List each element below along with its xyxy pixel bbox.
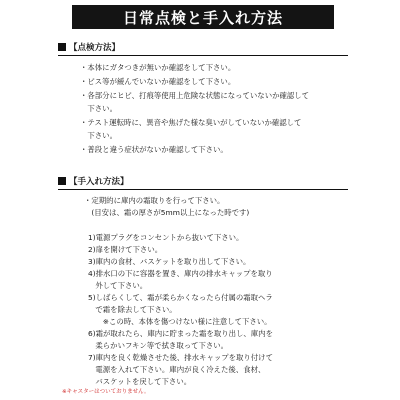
page-title: 日常点検と手入れ方法 [72,5,334,29]
step-line: 電源を入れて下さい。庫内が良く冷えた後、食材、 [88,365,266,374]
list-item: 下さい。 [80,131,117,140]
intro-line: (目安は、霜の厚さが5mm以上になった時です) [84,208,250,217]
list-item: ・本体にガタつきが無いか確認をして下さい。 [80,63,236,72]
step-line: バスケットを戻して下さい。 [88,377,192,386]
list-item: 下さい。 [80,104,117,113]
list-item: ・テスト運転時に、異音や焦げた様な臭いがしていないか確認して [80,118,302,127]
care-header-label: 【手入れ方法】 [69,176,129,187]
care-section-header [58,172,348,190]
square-bullet-icon [58,177,66,185]
list-item: ・各部分にヒビ、打痕等使用上危険な状態になっていないか確認して [80,91,310,100]
inspection-header-label: 【点検方法】 [69,42,121,53]
footnote: ※キャスターはついておりません。 [62,389,150,395]
step-line: 6)霜が取れたら、庫内に貯まった霜を取り出し、庫内を [88,329,273,338]
step-line: ※この時、本体を傷つけない様に注意して下さい。 [88,317,272,326]
inspection-section-header [58,38,348,56]
step-line: 2)扉を開けて下さい。 [88,245,163,254]
square-bullet-icon [58,43,66,51]
step-line: 5)しばらくして、霜が柔らかくなったら付属の霜取ヘラ [88,293,273,302]
step-line: 1)電源プラグをコンセントから抜いて下さい。 [88,233,244,242]
step-line: 3)庫内の食材、バスケットを取り出して下さい。 [88,257,251,266]
step-line: で霜を除去して下さい。 [88,305,177,314]
list-item: ・ビス等が緩んでいないか確認をして下さい。 [80,77,236,86]
list-item: ・普段と違う症状がないか確認して下さい。 [80,145,228,154]
step-line: 7)庫内を良く乾燥させた後、排水キャップを取り付けて [88,353,273,362]
step-line: 4)排水口の下に容器を置き、庫内の排水キャップを取り [88,269,273,278]
step-line: 柔らかいフキン等で拭き取って下さい。 [88,341,229,350]
step-line: 外して下さい。 [88,281,148,290]
intro-line: ・定期的に庫内の霜取りを行って下さい。 [84,196,225,205]
